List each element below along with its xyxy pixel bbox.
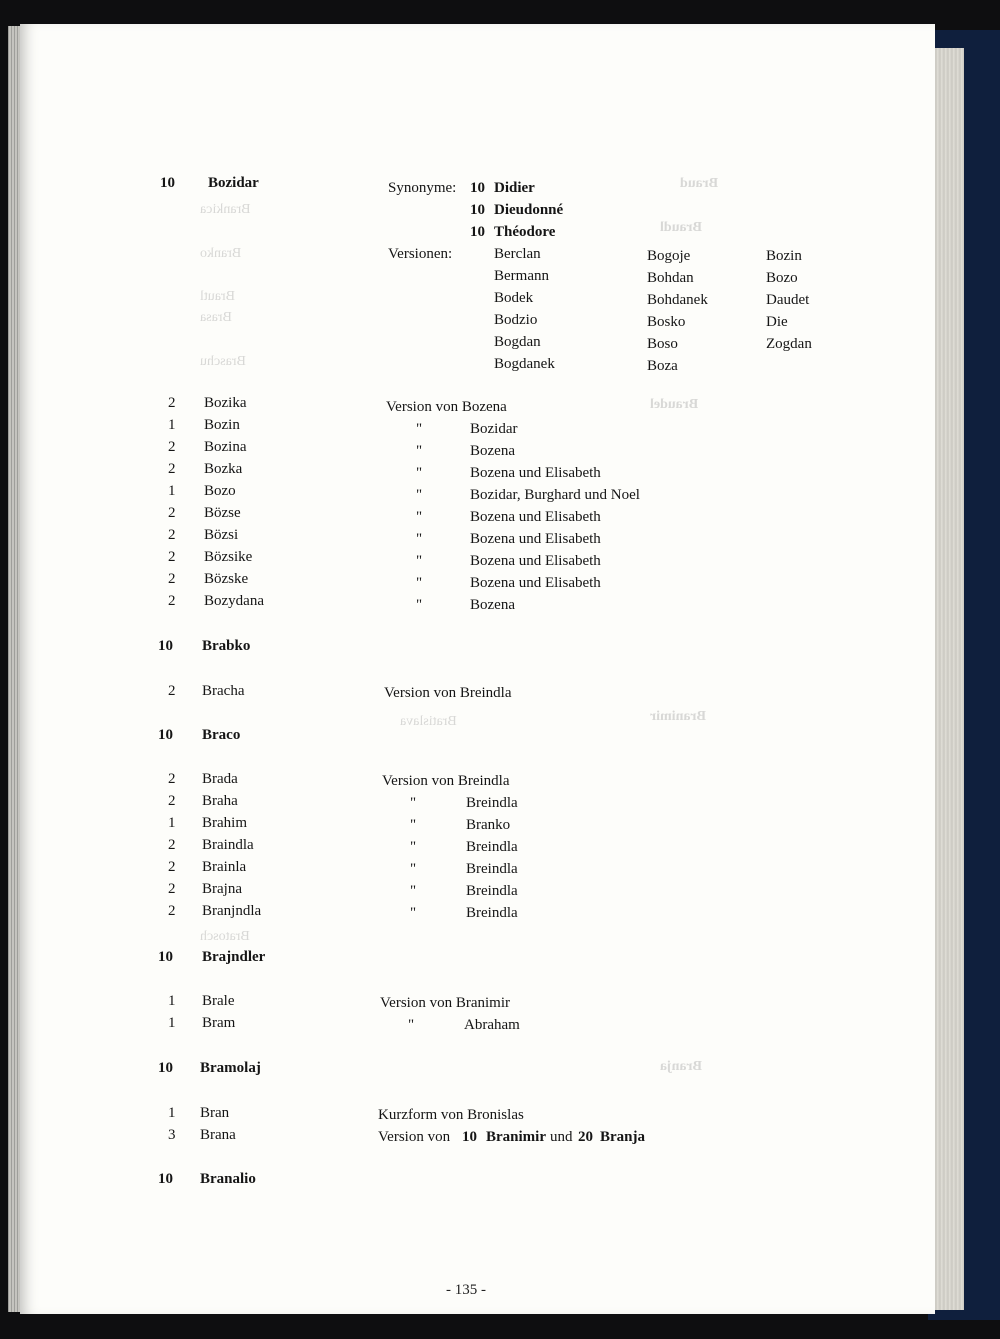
version-name: Bogdanek xyxy=(494,356,555,372)
page-number: - 135 - xyxy=(446,1282,486,1298)
ditto-mark: " xyxy=(416,443,423,459)
description-target: Bozena xyxy=(470,443,515,459)
description-target: Bozena und Elisabeth xyxy=(470,575,601,591)
entry-name: Bözsi xyxy=(204,527,239,543)
version-name: Bozin xyxy=(766,248,802,264)
entry-number: 2 xyxy=(168,881,176,897)
entry-name: Bozidar xyxy=(208,175,259,191)
description-target: Abraham xyxy=(464,1017,520,1033)
ditto-mark: " xyxy=(416,553,423,569)
synonym-name: Théodore xyxy=(494,224,556,240)
version-name: Bodek xyxy=(494,290,534,306)
description: Version von Branimir xyxy=(380,995,510,1011)
version-name: Daudet xyxy=(766,292,810,308)
entry-number: 2 xyxy=(168,571,176,587)
reference-number: 10 xyxy=(462,1129,477,1145)
entry-name: Braha xyxy=(202,793,238,809)
entry-name: Brale xyxy=(202,993,235,1009)
description-target: Bozena und Elisabeth xyxy=(470,509,601,525)
entry-number: 1 xyxy=(168,815,176,831)
description: Kurzform von Bronislas xyxy=(378,1107,524,1123)
version-name: Die xyxy=(766,314,788,330)
version-name: Berclan xyxy=(494,246,541,262)
synonym-name: Dieudonné xyxy=(494,202,564,218)
description-target: Breindla xyxy=(466,861,518,877)
version-name: Boza xyxy=(647,358,678,374)
description: Version von Bozena xyxy=(386,399,507,415)
entry-number: 10 xyxy=(158,1060,173,1076)
entry-number: 1 xyxy=(168,1015,176,1031)
description-target: Bozidar, Burghard und Noel xyxy=(470,487,640,503)
entry-number: 2 xyxy=(168,461,176,477)
entry-name: Braco xyxy=(202,727,241,743)
version-name: Boso xyxy=(647,336,678,352)
entry-name: Bozo xyxy=(204,483,236,499)
entry-name: Brana xyxy=(200,1127,236,1143)
description-target: Breindla xyxy=(466,883,518,899)
ditto-mark: " xyxy=(410,839,417,855)
description-target: Breindla xyxy=(466,795,518,811)
synonyme-label: Synonyme: xyxy=(388,180,457,196)
entry-name: Brajna xyxy=(202,881,242,897)
synonym-number: 10 xyxy=(470,202,485,218)
entry-number: 2 xyxy=(168,837,176,853)
entry-number: 1 xyxy=(168,993,176,1009)
entry-name: Brabko xyxy=(202,638,251,654)
description-target: Bozena und Elisabeth xyxy=(470,553,601,569)
entry-name: Bözse xyxy=(204,505,241,521)
version-name: Bosko xyxy=(647,314,686,330)
ditto-mark: " xyxy=(416,575,423,591)
version-name: Bohdanek xyxy=(647,292,708,308)
entry-number: 10 xyxy=(158,949,173,965)
version-name: Bermann xyxy=(494,268,549,284)
entry-number: 10 xyxy=(160,175,175,191)
book-page-stack xyxy=(930,48,964,1310)
reference-name: Branja xyxy=(600,1129,645,1145)
version-name: Bogoje xyxy=(647,248,691,264)
ditto-mark: " xyxy=(410,795,417,811)
ditto-mark: " xyxy=(410,883,417,899)
description: Version von Breindla xyxy=(384,685,512,701)
entry-name: Bozika xyxy=(204,395,247,411)
entry-name: Bozin xyxy=(204,417,240,433)
entry-number: 2 xyxy=(168,771,176,787)
entry-name: Bran xyxy=(200,1105,230,1121)
description-target: Bozidar xyxy=(470,421,518,437)
entry-number: 1 xyxy=(168,1105,176,1121)
entry-name: Brahim xyxy=(202,815,247,831)
entry-name: Bozydana xyxy=(204,593,264,609)
entry-name: Brajndler xyxy=(202,949,266,965)
versionen-label: Versionen: xyxy=(388,246,453,262)
synonym-name: Didier xyxy=(494,180,535,196)
entry-name: Bozka xyxy=(204,461,243,477)
entry-name: Bözske xyxy=(204,571,249,587)
entry-number: 1 xyxy=(168,417,176,433)
entry-name: Brainla xyxy=(202,859,247,875)
entry-number: 2 xyxy=(168,505,176,521)
entry-number: 2 xyxy=(168,439,176,455)
entry-number: 2 xyxy=(168,527,176,543)
description-target: Branko xyxy=(466,817,511,833)
ditto-mark: " xyxy=(416,421,423,437)
entry-name: Bracha xyxy=(202,683,245,699)
version-name: Bohdan xyxy=(647,270,694,286)
ditto-mark: " xyxy=(416,531,423,547)
entry-number: 10 xyxy=(158,1171,173,1187)
ditto-mark: " xyxy=(416,465,423,481)
entry-number: 2 xyxy=(168,683,176,699)
ditto-mark: " xyxy=(416,597,423,613)
ditto-mark: " xyxy=(410,905,417,921)
description-target: Breindla xyxy=(466,905,518,921)
synonym-number: 10 xyxy=(470,180,485,196)
reference-number: 20 xyxy=(578,1129,593,1145)
entry-number: 2 xyxy=(168,549,176,565)
entry-name: Braindla xyxy=(202,837,254,853)
entry-number: 2 xyxy=(168,903,176,919)
entry-number: 2 xyxy=(168,793,176,809)
synonym-number: 10 xyxy=(470,224,485,240)
entry-number: 10 xyxy=(158,727,173,743)
version-name: Bozo xyxy=(766,270,798,286)
entry-name: Branalio xyxy=(200,1171,256,1187)
entry-name: Bozina xyxy=(204,439,247,455)
entry-name: Bramolaj xyxy=(200,1060,261,1076)
entry-number: 2 xyxy=(168,395,176,411)
description: Version von Breindla xyxy=(382,773,510,789)
conjunction: und xyxy=(550,1129,573,1145)
entry-name: Brada xyxy=(202,771,238,787)
version-name: Zogdan xyxy=(766,336,812,352)
description-target: Bozena und Elisabeth xyxy=(470,465,601,481)
entry-name: Branjndla xyxy=(202,903,262,919)
entry-name: Bözsike xyxy=(204,549,253,565)
ditto-mark: " xyxy=(416,509,423,525)
entry-number: 10 xyxy=(158,638,173,654)
description-prefix: Version von xyxy=(378,1129,451,1145)
description-target: Bozena xyxy=(470,597,515,613)
book-page: Braud Braudl Brankica Branko Brautl Brasa Braschu Braudel Bratislava Branimir Branja Bratosch 10 2 1 2 2 1 2 2 2 2 2 10 2 10 2 2 1 2 2 2 2 10 1 1 10 1 3 10 Bozidar Bozika Bozin Bozina Bozka Bozo Bözse Bözsi Bözsike Bözske Bozydana Brabko Bracha Braco Brada Braha Brahim Braindla Brainla Brajna Branjndla Brajndler Brale Bram Bramolaj Bran Brana Branalio Synonyme: 10 Didier 10 Dieudonné 10 Théodore Versionen: Berclan Bermann Bodek Bodzio Bogdan Bogdanek Bogoje Bohdan Bohdanek Bosko Boso Boza Bozin Bozo Daudet Die Zogdan Version von Bozena " Bozidar " Bozena " Bozena und Elisabeth " Bozidar, Burghard und Noel " Bozena und Elisabeth " Bozena und Elisabeth " Bozena und Elisabeth " Bozena und Elisabeth " Bozena Version von Breindla Version von Breindla " Breindla " Branko " Breindla " Breindla " Breindla " Breindla Version von Branimir " Abraham Kurzform von Bronislas Version von 10 Branimir und 20 Branja - 135 - xyxy=(20,24,935,1314)
version-name: Bodzio xyxy=(494,312,538,328)
entry-number: 1 xyxy=(168,483,176,499)
ditto-mark: " xyxy=(416,487,423,503)
entry-number: 2 xyxy=(168,593,176,609)
ditto-mark: " xyxy=(410,817,417,833)
ditto-mark: " xyxy=(408,1017,415,1033)
description-target: Breindla xyxy=(466,839,518,855)
ditto-mark: " xyxy=(410,861,417,877)
entry-number: 2 xyxy=(168,859,176,875)
reference-name: Branimir xyxy=(486,1129,546,1145)
description-target: Bozena und Elisabeth xyxy=(470,531,601,547)
entry-name: Bram xyxy=(202,1015,236,1031)
version-name: Bogdan xyxy=(494,334,541,350)
entry-number: 3 xyxy=(168,1127,176,1143)
